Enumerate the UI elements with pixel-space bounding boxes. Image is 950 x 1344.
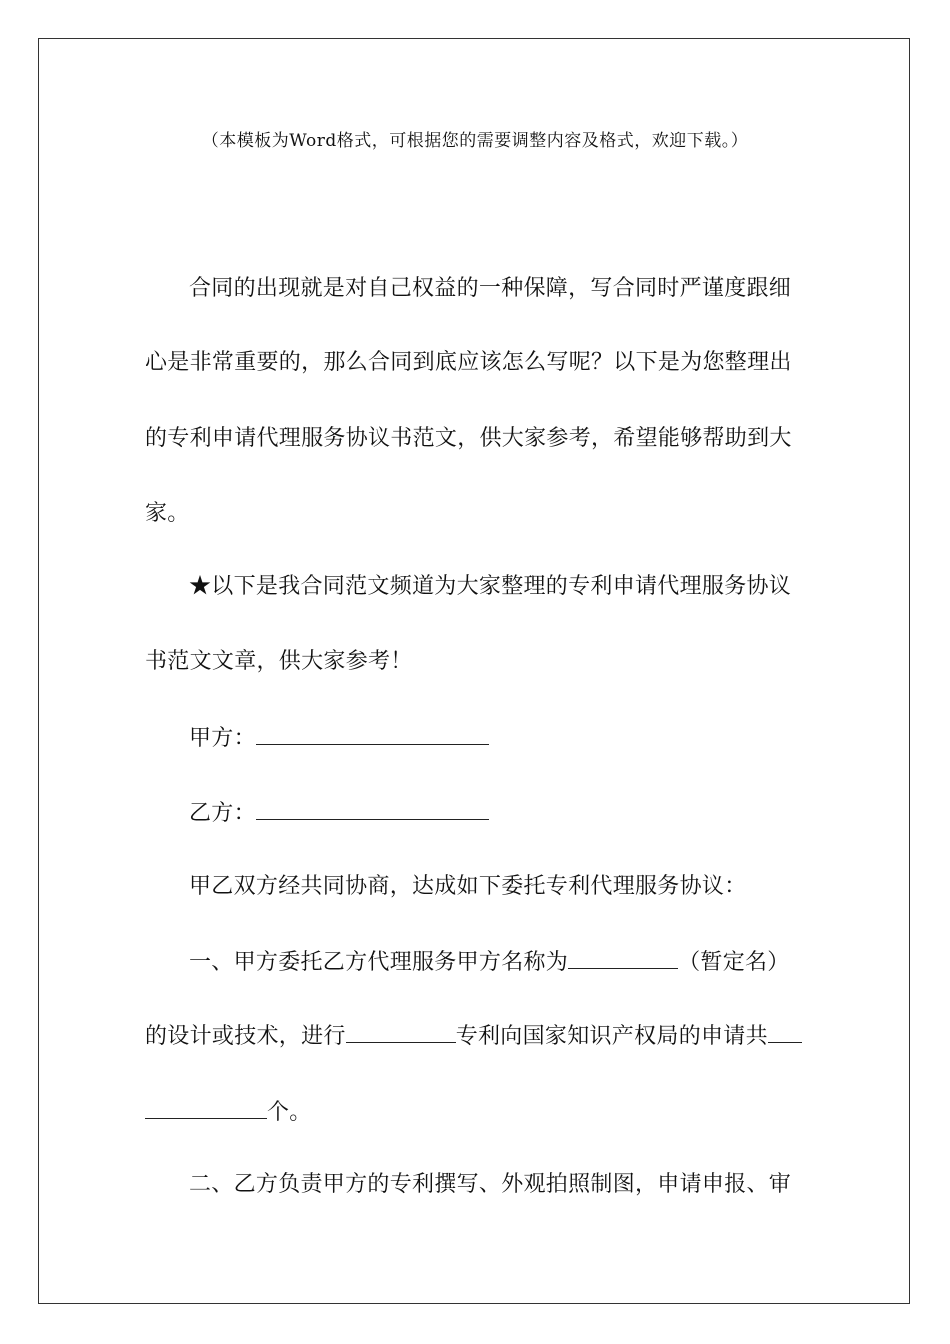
party-a-line: [145, 722, 489, 752]
clause-1-count-blank-a: [768, 1020, 802, 1043]
template-note: （本模板为Word格式，可根据您的需要调整内容及格式，欢迎下载。）: [201, 131, 749, 151]
clause-1-text-c: 的设计或技术，进行: [145, 1024, 346, 1049]
clause-1-text-d: 专利向国家知识产权局的申请共: [455, 1024, 768, 1049]
clause-1-text-e: 个。: [267, 1100, 312, 1125]
paragraph-intro-line-2: 心是非常重要的，那么合同到底应该怎么写呢？以下是为您整理出: [145, 350, 792, 375]
paragraph-intro-line-4: 家。: [145, 501, 190, 526]
clause-1-name-blank: [568, 946, 678, 969]
clause-1-type-blank: [346, 1020, 456, 1043]
clause-2-line-1: 二、乙方负责甲方的专利撰写、外观拍照制图，申请申报、审: [189, 1172, 792, 1197]
clause-1-text-b: （暂定名）: [678, 950, 790, 975]
party-b-label: 乙方：: [189, 801, 256, 826]
clause-1-line-2: [145, 1020, 802, 1050]
clause-1-count-blank-b: [145, 1096, 267, 1119]
party-b-blank: [256, 797, 489, 820]
agreement-intro: 甲乙双方经共同协商，达成如下委托专利代理服务协议：: [189, 874, 747, 899]
clause-1-line-3: [145, 1096, 312, 1126]
paragraph-intro-line-3: 的专利申请代理服务协议书范文，供大家参考，希望能够帮助到大: [145, 426, 792, 451]
clause-1-line-1: [145, 946, 790, 976]
clause-1-text-a: 一、甲方委托乙方代理服务甲方名称为: [189, 950, 569, 975]
paragraph-intro-line-1: 合同的出现就是对自己权益的一种保障，写合同时严谨度跟细: [189, 276, 792, 301]
party-b-line: [145, 797, 489, 827]
paragraph-star-line-1: ★以下是我合同范文频道为大家整理的专利申请代理服务协议: [189, 574, 792, 599]
party-a-blank: [256, 722, 489, 745]
party-a-label: 甲方：: [189, 726, 256, 751]
paragraph-star-line-2: 书范文文章，供大家参考！: [145, 649, 413, 674]
